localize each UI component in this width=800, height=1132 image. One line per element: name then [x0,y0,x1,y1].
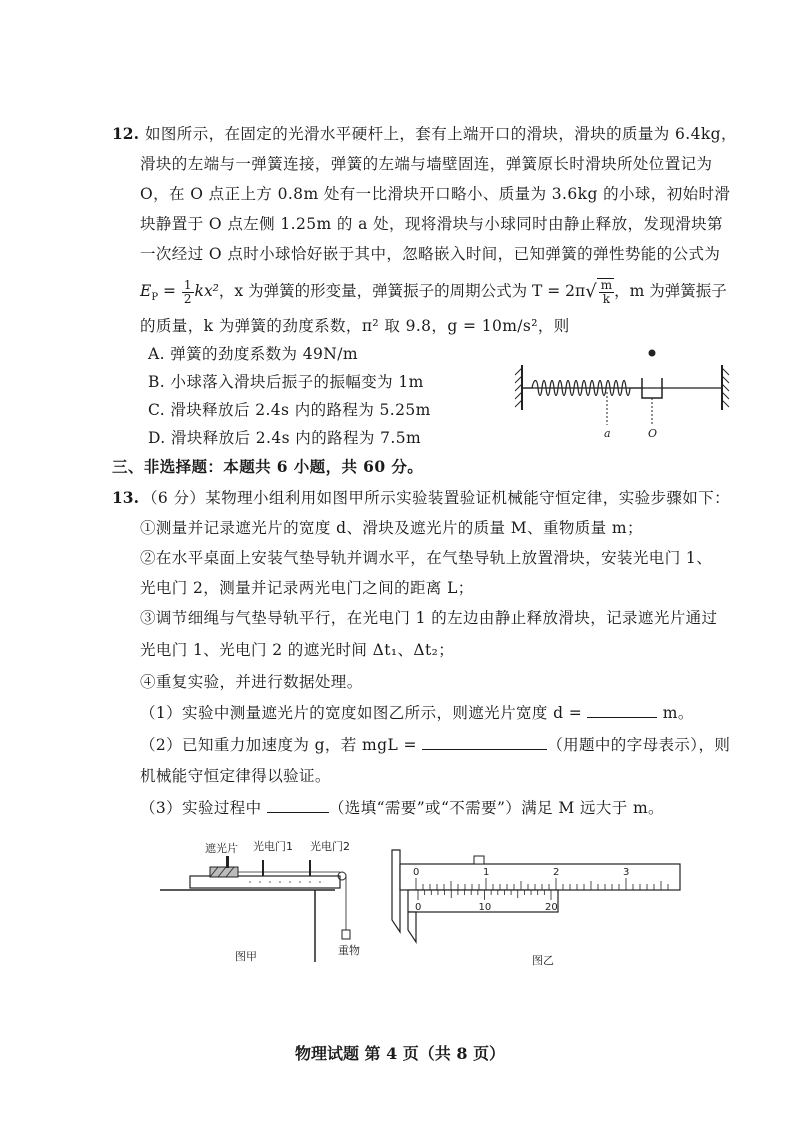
air-holes [249,881,321,883]
label-gate2: 光电门2 [310,840,350,853]
right-wall-hatch [722,368,729,407]
page-footer: 物理试题 第 4 页（共 8 页） [294,1044,506,1063]
frac-den: 2 [183,291,192,306]
q12-option-a: A. 弹簧的劲度系数为 49N/m [148,345,358,363]
answer-blank-1[interactable] [587,703,657,718]
q12-option-c: C. 滑块释放后 2.4s 内的路程为 5.25m [148,401,431,419]
left-wall-hatch [515,368,522,407]
q12-line-1: 如图所示，在固定的光滑水平硬杆上，套有上端开口的滑块，滑块的质量为 6.4kg， [145,125,737,143]
q12-option-b: B. 小球落入滑块后振子的振幅变为 1m [148,373,424,391]
ball [649,350,656,357]
sub1-text-a: （1）实验中测量遮光片的宽度如图乙所示，则遮光片宽度 d = [140,704,588,722]
sub1-text-b: m。 [657,704,694,722]
q12-formula-line [140,278,727,308]
formula-ep-sub: P [151,292,159,304]
answer-blank-2[interactable] [422,735,547,750]
vernier-tick-label: 10 [478,902,492,913]
q13-number: 13. [112,488,139,507]
vernier-tick-label: 20 [545,902,558,913]
q13-step-3a: ③调节细绳与气垫导轨平行，在光电门 1 的左边由静止释放滑块，记录遮光片通过 [140,609,718,627]
q13-sub-3 [140,798,664,818]
formula-mid: ，x 为弹簧的形变量，弹簧振子的周期公式为 T = 2π [218,282,586,300]
label-gate1: 光电门1 [253,840,293,853]
main-tick-label: 2 [553,867,560,878]
caption-jia: 图甲 [235,950,257,963]
main-scale [400,864,680,890]
moving-jaw [408,912,416,942]
sub2-text-b: （用题中的字母表示），则 [547,736,731,754]
q13-step-2b: 光电门 2，测量并记录两光电门之间的距离 L； [140,579,474,597]
fixed-jaw [392,850,400,932]
sub2-text-a: （2）已知重力加速度为 g，若 mgL = [140,736,423,754]
formula-kx: kx² [194,282,219,300]
sub3-text-b: （选填“需要”或“不需要”）满足 M 远大于 m。 [328,799,664,817]
q13-sub-2 [140,735,730,755]
sqrt-den: k [602,292,611,306]
q12-number: 12. [112,124,139,143]
sqrt-icon: √ [585,281,597,302]
label-shade: 遮光片 [205,842,238,855]
vernier-tick-label: 0 [415,902,422,913]
lock-screw [474,856,484,864]
caption-yi: 图乙 [532,954,554,967]
main-tick-label: 1 [483,867,490,878]
q13-sub-1 [140,703,694,723]
formula-eq: = [158,282,181,300]
q12-line-2: 滑块的左端与一弹簧连接，弹簧的左端与墙壁固连，弹簧原长时滑块所处位置记为 [140,155,713,173]
label-o: O [648,427,658,440]
q13-step-3b: 光电门 1、光电门 2 的遮光时间 Δt₁、Δt₂； [140,641,455,659]
label-a: a [604,427,611,440]
sub3-text-a: （3）实验过程中 [140,799,267,817]
q12-line-3: O，在 O 点正上方 0.8m 处有一比滑块开口略小、质量为 3.6kg 的小球，初始时滑 [140,185,731,203]
q12-option-d: D. 滑块释放后 2.4s 内的路程为 7.5m [148,429,422,447]
formula-half [182,279,194,306]
weight [342,930,350,939]
q12-line-5: 一次经过 O 点时小球恰好嵌于其中，忽略嵌入时间，已知弹簧的弹性势能的公式为 [140,245,721,263]
q13-step-2a: ②在水平桌面上安装气垫导轨并调水平，在气垫导轨上放置滑块，安装光电门 1、 [140,549,713,567]
q13-sub-2c: 机械能守恒定律得以验证。 [140,767,331,785]
q12-line-4: 块静置于 O 点左侧 1.25m 的 a 处，现将滑块与小球同时由静止释放，发现滑块第 [140,215,723,233]
q13-step-4: ④重复实验，并进行数据处理。 [140,673,363,691]
formula-end: ，m 为弹簧振子 [614,282,727,300]
air-track [190,876,340,888]
formula-sqrt [597,278,614,306]
q13-intro: （6 分）某物理小组利用如图甲所示实验装置验证机械能守恒定律，实验步骤如下： [142,489,730,507]
formula-ep: E [140,282,152,300]
section-3-header: 三、非选择题：本题共 6 小题，共 60 分。 [112,457,424,476]
figure-yi-caliper [378,842,688,967]
q12-line-last: 的质量，k 为弹簧的劲度系数，π² 取 9.8，g = 10m/s²，则 [140,317,570,335]
shade-plate [226,856,229,868]
sqrt-num: m [600,278,613,292]
q13-step-1: ①测量并记录遮光片的宽度 d、滑块及遮光片的质量 M、重物质量 m； [140,519,643,537]
q12-spring-figure [510,340,740,440]
answer-blank-3[interactable] [267,798,329,813]
frac-num: 1 [183,277,192,292]
label-weight: 重物 [338,944,360,957]
main-tick-label: 3 [623,867,630,878]
main-tick-label: 0 [413,867,420,878]
figure-jia-air-track [150,832,380,967]
